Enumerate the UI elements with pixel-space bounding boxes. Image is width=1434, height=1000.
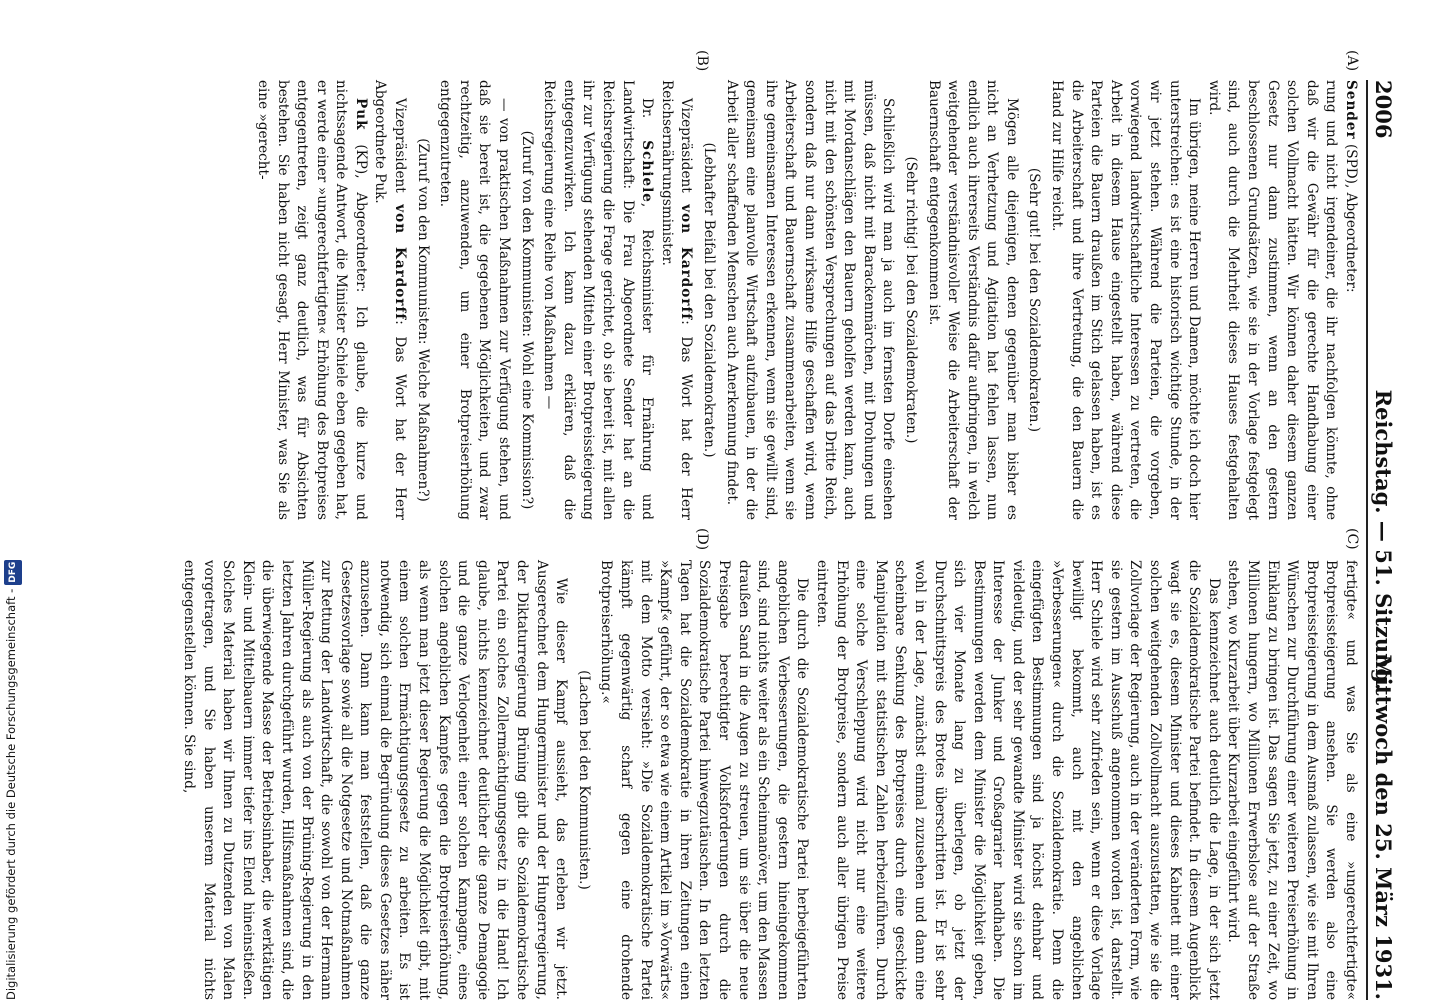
speaker-name: von Kardorff [678,204,695,321]
speech-text: : Das Wort hat der Herr Reichsernährungsminister. [658,80,695,521]
speaker-prefix: Dr. [639,98,656,141]
speaker-paragraph [252,80,370,520]
speaker-name: Schiele [639,140,656,203]
paragraph: rung und nicht irgendeiner, die ihr nachfolgen könnte, ohne daß wir die Gewähr für die gerechte Handhabung einer solchen Vollmacht hätten. Wir können daher diesem ganzen Gesetz nur dann zustimmen, wenn an den gestern beschlossenen Grundsätzen, wie sie in der Vorlage festgelegt sind, auch durch die Mehrheit dieses Hauses festgehalten wird. [1205,80,1340,520]
header-rule [1366,80,1368,1000]
speaker-paragraph [656,80,695,520]
interjection: (Lachen bei den Kommunisten.) [575,670,592,890]
speaker-prefix: Vizepräsident [392,98,409,205]
left-column [80,80,1360,520]
paragraph: — von praktischen Maßnahmen zur Verfügung stehen, und daß sie bereit ist, die gegebenen Möglichkeiten, und zwar rechtzeitig, anzuwenden, um einer Brotpreiserhöhung entgegenzutreten. [437,80,513,520]
paragraph: Mögen alle diejenigen, denen gegenüber man bisher es nicht an Verhetzung und Agitation hat fehlen lassen, nun endlich auch ihrerseits Verständnis dafür aufbringen, in welch weitgehender verständnisvoller Weise die Arbeiterschaft der Bauernschaft entgegenkommen ist. [925,80,1020,520]
speech-text: : Das Wort hat der Herr Abgeordnete Puk. [372,80,409,521]
document-page [60,50,1400,1000]
interjection: (Sehr gut! bei den Sozialdemokraten.) [1026,167,1043,433]
speaker-prefix: Vizepräsident [678,98,695,205]
scan-credit-text: Digitalisierung gefördert durch die Deutsche Forschungsgemeinschaft - [4,588,18,1000]
interjection: (Zuruf von den Kommunisten: Welche Maßnahmen?) [414,138,431,502]
paragraph: Die durch die Sozialdemokratische Partei herbeigeführten angeblichen Verbesserungen, die gestern hineingekommen sind, sind nichts weiter als ein Scheinmanöver, um den Massen draußen Sand in die Augen zu streuen, um sie über die neue Preisgabe berechtigter Volksforderungen durch die Sozialdemokratische Partei hinwegzutäuschen. In den letzten Tagen hat die Sozialdemokratie in ihren Zeitungen einen »Kampf« geführt, der so etwa wie einem Artikel im »Vorwärts« mit dem Motto versieht: »Die Sozialdemokratische Partei kämpft gegenwärtig scharf gegen eine drohende Brotpreiserhöhung.« [598,560,811,1000]
page-number: 2006 [1371,80,1396,139]
margin-mark-a: (A) [1344,50,1360,72]
margin-mark-b: (B) [694,50,710,72]
margin-mark-d: (D) [694,528,710,551]
paragraph: Im übrigen, meine Herren und Damen, möchte ich doch hier unterstreichen: es ist eine historisch wichtige Stunde, in der wir jetzt stehen. Während die Parteien, die vorgeben, vorwiegend landwirtschaftliche Interessen zu vertreten, die Arbeit in diesem Hause eingestellt haben, während diese Parteien die Bauern draußen im Stich gelassen haben, ist es die Arbeiterschaft und ihre Vertretung, die den Bauern die Hand zur Hilfe reicht. [1049,80,1203,520]
speaker-paragraph [539,80,657,520]
speaker-line [1340,80,1360,520]
speaker-name: Sender [1343,80,1359,140]
paragraph: fertigte« und was Sie als eine »ungerechtfertigte« Brotpreissteigerung ansehen. Sie werden also eine Brotpreissteigerung in dem Ausmaß zulassen, wie sie mit Ihren Wünschen zur Durchführung einer weiteren Preiserhöhung in Einklang zu bringen ist. Das sagen Sie jetzt, zu einer Zeit, wo Millionen hungern, wo Millionen Erwerbslose auf der Straße stehen, wo Kurzarbeit über Kurzarbeit eingeführt wird. [1225,560,1359,1000]
interjection: (Lebhafter Beifall bei den Sozialdemokraten.) [701,142,717,458]
session-date: Mittwoch den 25. März 1931. [1371,654,1396,1000]
speaker-name: von Kardorff [392,204,409,321]
speaker-name: Puk [352,98,369,131]
speaker-role: (SPD), Abgeordneter: [1343,139,1359,293]
dfg-logo: DFG [4,560,22,585]
speaker-paragraph [370,80,409,520]
page-header [1358,80,1400,1000]
running-title: Reichstag. — 51. Sitzung. [1371,389,1396,691]
margin-mark-c: (C) [1344,528,1360,550]
interjection: (Sehr richtig! bei den Sozialdemokraten.) [902,156,919,444]
right-column [80,560,1360,1000]
speech-text: (KP), Abgeordneter: Ich glaube, die kurze und nichtssagende Antwort, die Minister Schiele eben gegeben hat, er werde einer »ungerechtfertigten« Erhöhung des Brotpreises entgegentreten, zeigt ganz deutlich, was für Absichten bestehen. Sie haben nicht gesagt, Herr Minister, was Sie als eine »gerecht- [254,80,369,520]
speech-text: , Reichsminister für Ernährung und Landwirtschaft: Die Frau Abgeordnete Sender hat an die Reichsregierung die Frage gerichtet, ob sie bereit ist, mit allen ihr zur Verfügung stehenden Mitteln einer Brotpreissteigerung entgegenzuwirken. Ich kann dazu erklären, daß die Reichsregierung eine Reihe von Maßnahmen — [541,80,656,520]
paragraph: Das kennzeichnet auch deutlich die Lage, in der sich jetzt die Sozialdemokratische Partei befindet. In diesem Augenblick wagt sie es, diesem Minister und dieses Kabinett mit einer solchen weitgehenden Zollvollmacht auszustatten, wie sie die Zollvorlage der Regierung, auch in der veränderten Form, wie sie gestern im Ausschuß angenommen worden ist, darstellt. Herr Schiele wird sehr zufrieden sein, wenn er diese Vorlage bewilligt bekommt, auch mit den angeblichen »Verbesserungen« durch die Sozialdemokratie. Denn die eingefügten Bestimmungen sind ja höchst dehnbar und vieldeutig, und der sehr gewandte Minister wird sie schon im Interesse der Junker und Großagrarier handhaben. Die Bestimmungen werden dem Minister die Möglichkeit geben, sich vier Monate lang zu überlegen, ob jetzt der Durchschnittspreis des Brotes überschritten ist. Er ist sehr wohl in der Lage, zunächst einmal zuzusehen und dann eine scheinbare Senkung des Brotpreises durch eine geschickte Manipulation mit statistischen Zahlen herbeizuführen. Durch eine solche Verschleppung wird nicht nur eine weitere Erhöhung der Brotpreise, sondern auch aller übrigen Preise eintreten. [813,560,1222,1000]
interjection: (Zuruf von den Kommunisten: Wohl eine Kommission?) [518,130,535,510]
paragraph: Wie dieser Kampf aussieht, das erleben wir jetzt. Ausgerechnet dem Hungerminister und der Hungerregierung, der Diktaturregierung Brüning gibt die Sozialdemokratische Partei ein solches Zollermächtigungsgesetz in die Hand! Ich glaube, nichts kennzeichnet deutlicher die ganze Demagogie und die ganze Verlogenheit einer solchen Kampagne, eines solchen angeblichen Kampfes gegen die Brotpreiserhöhung, als wenn man jetzt dieser Regierung die Möglichkeit gibt, mit einem solchen Ermächtigungsgesetz zu arbeiten. Es ist notwendig, sich einmal die Begründung dieses Gesetzes näher anzusehen. Dann kann man feststellen, daß die ganze Gesetzesvorlage sowie all die Notgesetze und Notmaßnahmen zur Rettung der Landwirtschaft, die sowohl von der Hermann Müller-Regierung als auch von der Brüning-Regierung in den letzten Jahren durchgeführt wurden, Hilfsmaßnahmen sind, die die überwiegende Masse der Betriebsinhaber, die werktätigen Klein- und Mittelbauern immer tiefer ins Elend hineinstießen. Solches Material haben wir Ihnen zu Dutzenden von Malen vorgetragen, und Sie haben unserem Material nichts entgegenstellen können. Sie sind, [180,560,570,1000]
paragraph: Schließlich wird man ja auch im fernsten Dorfe einsehen müssen, daß nicht mit Barackenmärchen, mit Drohungen und mit Mordanschlägen den Bauern geholfen werden kann, auch nicht mit den schönsten Versprechungen auf das Dritte Reich, sondern daß nur dann wirksame Hilfe geschaffen wird, wenn Arbeiterschaft und Bauernschaft zusammenarbeiten, wenn sie ihre gemeinsamen Interessen erkennen, wenn sie gewillt sind, gemeinsam eine planvolle Wirtschaft aufzubauen, in der die Arbeit aller schaffenden Menschen auch Anerkennung findet. [723,80,897,520]
scan-credit [2,0,22,1000]
